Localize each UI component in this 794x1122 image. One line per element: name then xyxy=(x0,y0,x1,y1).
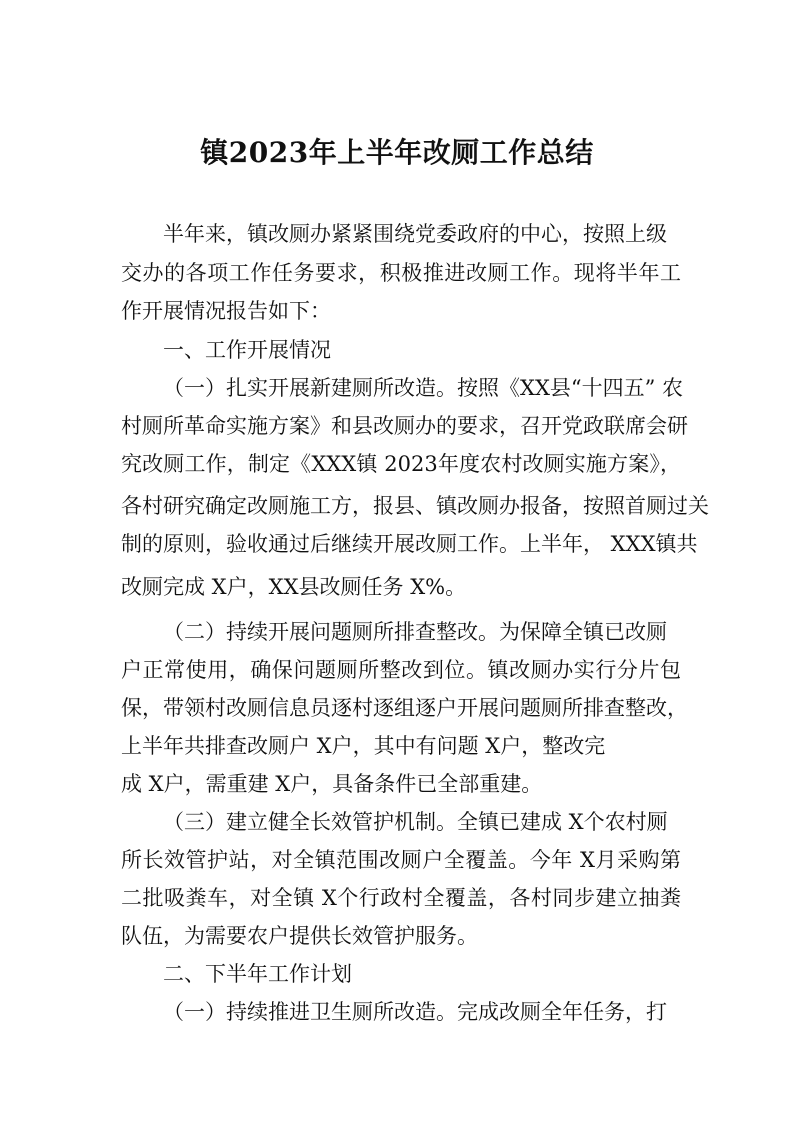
paragraph-line: 二批吸粪车，对全镇 X个行政村全覆盖，各村同步建立抽粪 xyxy=(121,886,681,910)
paragraph-line: （三）建立健全长效管护机制。全镇已建成 X个农村厕 xyxy=(163,810,668,834)
paragraph-line: 成 X户，需重建 X户，具备条件已全部重建。 xyxy=(121,772,543,796)
section-heading: 二、下半年工作计划 xyxy=(163,962,352,986)
paragraph-line: 作开展情况报告如下： xyxy=(121,299,331,323)
paragraph-line: 上半年共排查改厕户 X户，其中有问题 X户，整改完 xyxy=(121,734,606,758)
document-title: 镇2023年上半年改厕工作总结 xyxy=(200,136,594,169)
paragraph-line: 改厕完成 X户，XX县改厕任务 X%。 xyxy=(121,575,467,599)
paragraph-line: 制的原则，验收通过后继续开展改厕工作。上半年， XXX镇共 xyxy=(121,532,698,556)
paragraph-line: 半年来，镇改厕办紧紧围绕党委政府的中心，按照上级 xyxy=(163,222,667,246)
paragraph-line: 户正常使用，确保问题厕所整改到位。镇改厕办实行分片包 xyxy=(121,658,681,682)
paragraph-line: 村厕所革命实施方案》和县改厕办的要求，召开党政联席会研 xyxy=(121,414,688,438)
paragraph-line: 交办的各项工作任务要求，积极推进改厕工作。现将半年工 xyxy=(121,261,681,285)
paragraph-line: （二）持续开展问题厕所排查整改。为保障全镇已改厕 xyxy=(163,620,667,644)
paragraph-line: 所长效管护站，对全镇范围改厕户全覆盖。今年 X月采购第 xyxy=(121,848,681,872)
paragraph-line: 究改厕工作，制定《XXX镇 2023年度农村改厕实施方案》， xyxy=(121,452,681,476)
section-heading: 一、工作开展情况 xyxy=(163,338,331,362)
paragraph-line: （一）持续推进卫生厕所改造。完成改厕全年任务，打 xyxy=(163,1000,667,1024)
paragraph-line: 各村研究确定改厕施工方，报县、镇改厕办报备，按照首厕过关 xyxy=(121,494,709,518)
paragraph-line: （一）扎实开展新建厕所改造。按照《XX县“十四五” 农 xyxy=(163,376,684,400)
paragraph-line: 保，带领村改厕信息员逐村逐组逐户开展问题厕所排查整改， xyxy=(121,696,688,720)
paragraph-line: 队伍，为需要农户提供长效管护服务。 xyxy=(121,924,478,948)
